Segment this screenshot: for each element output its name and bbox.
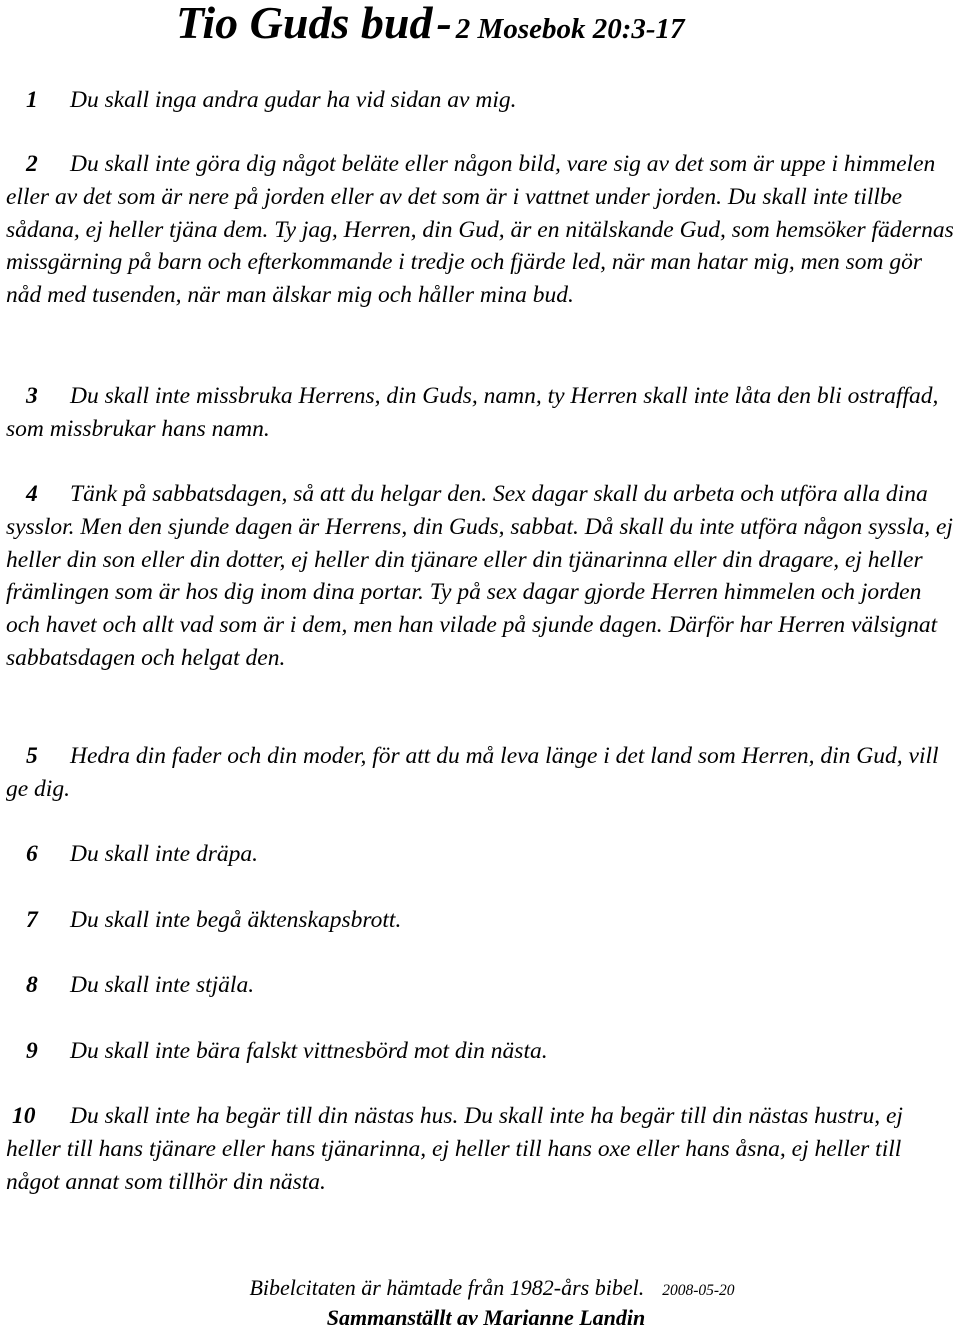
commandment-1 bbox=[6, 84, 958, 117]
commandment-text: Du skall inte bära falskt vittnesbörd mot din nästa. bbox=[70, 1038, 548, 1064]
commandment-5 bbox=[6, 740, 958, 806]
commandment-number: 5 bbox=[26, 743, 38, 769]
commandment-text: Du skall inga andra gudar ha vid sidan av mig. bbox=[70, 87, 517, 113]
commandment-text: Du skall inte begå äktenskapsbrott. bbox=[70, 907, 402, 933]
commandment-number: 6 bbox=[26, 841, 38, 867]
commandment-9 bbox=[6, 1035, 958, 1068]
author-credit: Sammanställt av Marianne Landin bbox=[326, 1305, 646, 1330]
commandment-4 bbox=[6, 478, 958, 675]
commandment-number: 7 bbox=[26, 907, 38, 933]
commandment-number: 3 bbox=[26, 383, 38, 409]
commandment-text: Du skall inte missbruka Herrens, din Guds, namn, ty Herren skall inte låta den bli ostraffad, som missbrukar hans namn. bbox=[6, 383, 939, 442]
commandment-number: 10 bbox=[12, 1103, 36, 1129]
commandment-text: Tänk på sabbatsdagen, så att du helgar den. Sex dagar skall du arbeta och utföra alla dina sysslor. Men den sjunde dagen är Herrens, din Guds, sabbat. Då skall du inte utföra någon syssla, ej heller din son eller din dotter, ej heller din tjänare eller din tjänarinna eller din dragare, ej heller främlingen som är hos dig inom dina portar. Ty på sex dagar gjorde Herren himmelen och jorden och havet och allt vad som är i dem, men han vilade på sjunde dagen. Därför har Herren välsignat sabbatsdagen och helgat den. bbox=[6, 481, 953, 671]
title-main: Tio Guds bud bbox=[176, 0, 433, 48]
commandment-8 bbox=[6, 969, 958, 1002]
commandment-number: 4 bbox=[26, 481, 38, 507]
commandment-3 bbox=[6, 380, 958, 446]
commandment-2 bbox=[6, 148, 958, 312]
source-text: Bibelcitaten är hämtade från 1982-års bibel. bbox=[249, 1275, 645, 1300]
commandment-number: 2 bbox=[26, 151, 38, 177]
page-title bbox=[176, 0, 956, 57]
commandment-text: Du skall inte stjäla. bbox=[70, 972, 255, 998]
commandment-text: Du skall inte dräpa. bbox=[70, 841, 258, 867]
title-reference: 2 Mosebok 20:3-17 bbox=[455, 13, 685, 45]
source-note bbox=[12, 1275, 960, 1301]
commandment-text: Du skall inte ha begär till din nästas hus. Du skall inte ha begär till din nästas hustru, ej heller till hans tjänare eller hans tjänarinna, ej heller till hans oxe eller hans åsna, ej heller till något annat som tillhör din nästa. bbox=[6, 1103, 903, 1195]
document-date: 2008-05-20 bbox=[662, 1282, 735, 1299]
commandment-number: 1 bbox=[26, 87, 38, 113]
commandment-number: 8 bbox=[26, 972, 38, 998]
commandment-7 bbox=[6, 904, 958, 937]
commandment-6 bbox=[6, 838, 958, 871]
title-separator: - bbox=[436, 0, 452, 48]
commandment-10 bbox=[6, 1100, 958, 1198]
commandment-text: Hedra din fader och din moder, för att du må leva länge i det land som Herren, din Gud, vill ge dig. bbox=[6, 743, 939, 802]
commandment-number: 9 bbox=[26, 1038, 38, 1064]
commandment-text: Du skall inte göra dig något beläte eller någon bild, vare sig av det som är uppe i himmelen eller av det som är nere på jorden eller av det som är i vattnet under jorden. Du skall inte tillbe sådana, ej heller tjäna dem. Ty jag, Herren, din Gud, är en nitälskande Gud, som hemsöker fädernas missgärning på barn och efterkommande i tredje och fjärde led, när man hatar mig, men som gör nåd med tusenden, när man älskar mig och håller mina bud. bbox=[6, 151, 954, 309]
